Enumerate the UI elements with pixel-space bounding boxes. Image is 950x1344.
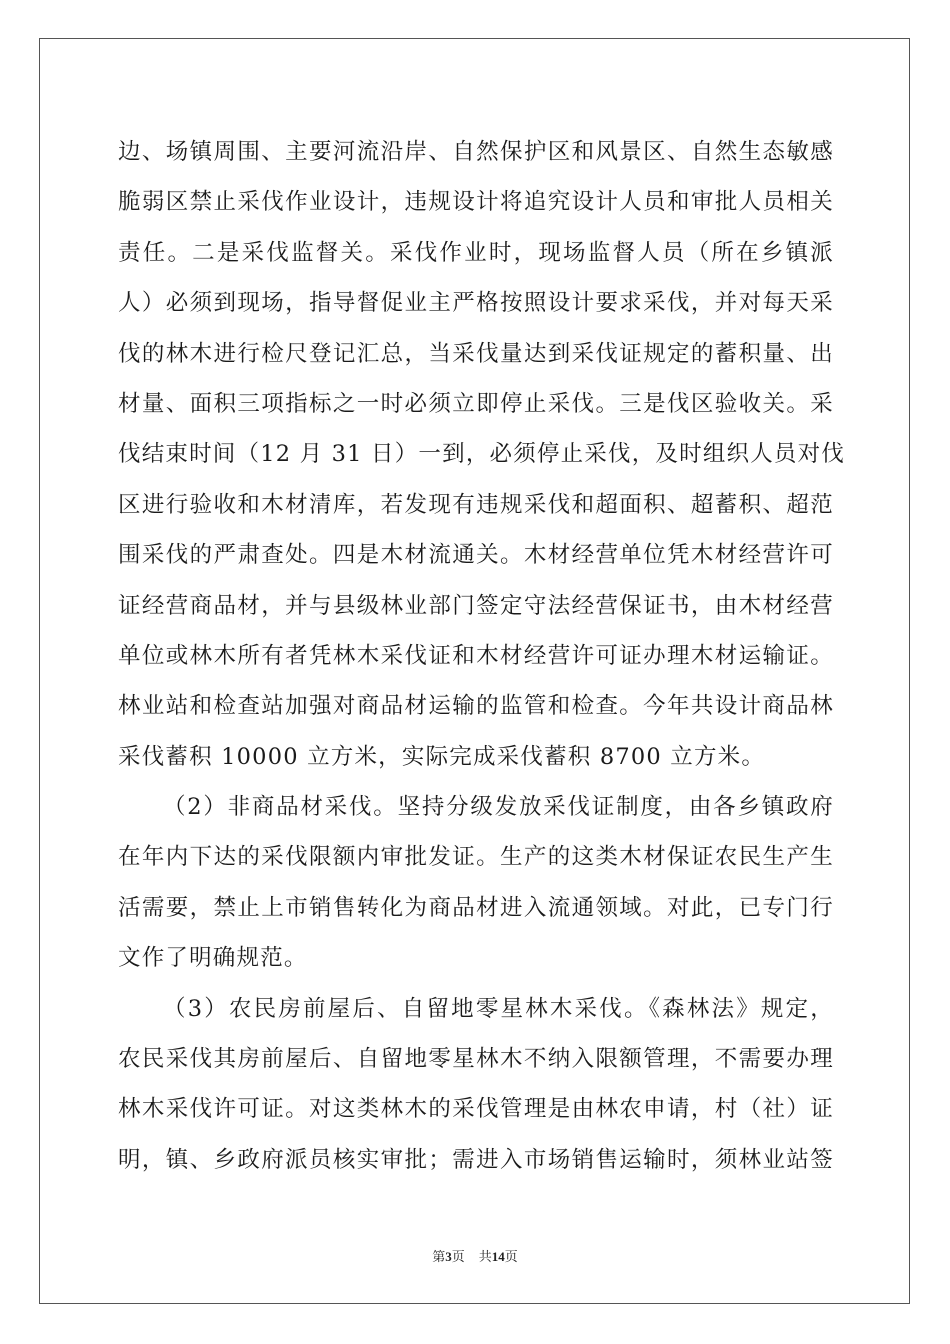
- text-line: 林木采伐许可证。对这类林木的采伐管理是由林农申请，村（社）证: [118, 1096, 834, 1123]
- text-line: 在年内下达的采伐限额内审批发证。生产的这类木材保证农民生产生: [118, 844, 834, 871]
- text-line: 单位或林木所有者凭林木采伐证和木材经营许可证办理木材运输证。: [118, 642, 834, 669]
- total-prefix: 共: [478, 1249, 492, 1264]
- paragraph-first-line: （2）非商品材采伐。坚持分级发放采伐证制度，由各乡镇政府: [163, 794, 834, 821]
- text-line: 人）必须到现场，指导督促业主严格按照设计要求采伐，并对每天采: [118, 290, 834, 317]
- total-suffix: 页: [504, 1249, 518, 1264]
- text-line: 活需要，禁止上市销售转化为商品材进入流通领域。对此，已专门行: [118, 894, 834, 921]
- text-line: 证经营商品材，并与县级林业部门签定守法经营保证书，由木材经营: [118, 592, 834, 619]
- page-suffix: 页: [451, 1249, 465, 1264]
- text-line: 边、场镇周围、主要河流沿岸、自然保护区和风景区、自然生态敏感: [118, 139, 834, 165]
- page-footer: [0, 1246, 950, 1265]
- text-line: 采伐蓄积 10000 立方米，实际完成采伐蓄积 8700 立方米。: [118, 743, 766, 770]
- text-line: 脆弱区禁止采伐作业设计，违规设计将追究设计人员和审批人员相关: [118, 189, 834, 216]
- page-total: 14: [491, 1249, 505, 1264]
- text-line: 伐的林木进行检尺登记汇总，当采伐量达到采伐证规定的蓄积量、出: [118, 340, 834, 367]
- text-line: 区进行验收和木材清库，若发现有违规采伐和超面积、超蓄积、超范: [118, 491, 834, 518]
- text-line: 伐结束时间（12 月 31 日）一到，必须停止采伐，及时组织人员对伐: [118, 441, 846, 468]
- page-prefix: 第: [432, 1249, 446, 1264]
- text-line: 林业站和检查站加强对商品材运输的监管和检查。今年共设计商品林: [118, 693, 834, 720]
- text-line: 责任。二是采伐监督关。采伐作业时，现场监督人员（所在乡镇派: [118, 239, 834, 266]
- text-line: 材量、面积三项指标之一时必须立即停止采伐。三是伐区验收关。采: [118, 390, 834, 417]
- text-line: 围采伐的严肃查处。四是木材流通关。木材经营单位凭木材经营许可: [118, 542, 834, 569]
- page-current: 3: [445, 1249, 452, 1264]
- paragraph-first-line: （3）农民房前屋后、自留地零星林木采伐。《森林法》规定，: [163, 995, 834, 1022]
- text-line: 农民采伐其房前屋后、自留地零星林木不纳入限额管理，不需要办理: [118, 1046, 834, 1073]
- text-line: 文作了明确规范。: [118, 945, 308, 972]
- document-body: [118, 127, 846, 1185]
- text-line: 明，镇、乡政府派员核实审批；需进入市场销售运输时，须林业站签: [118, 1146, 834, 1173]
